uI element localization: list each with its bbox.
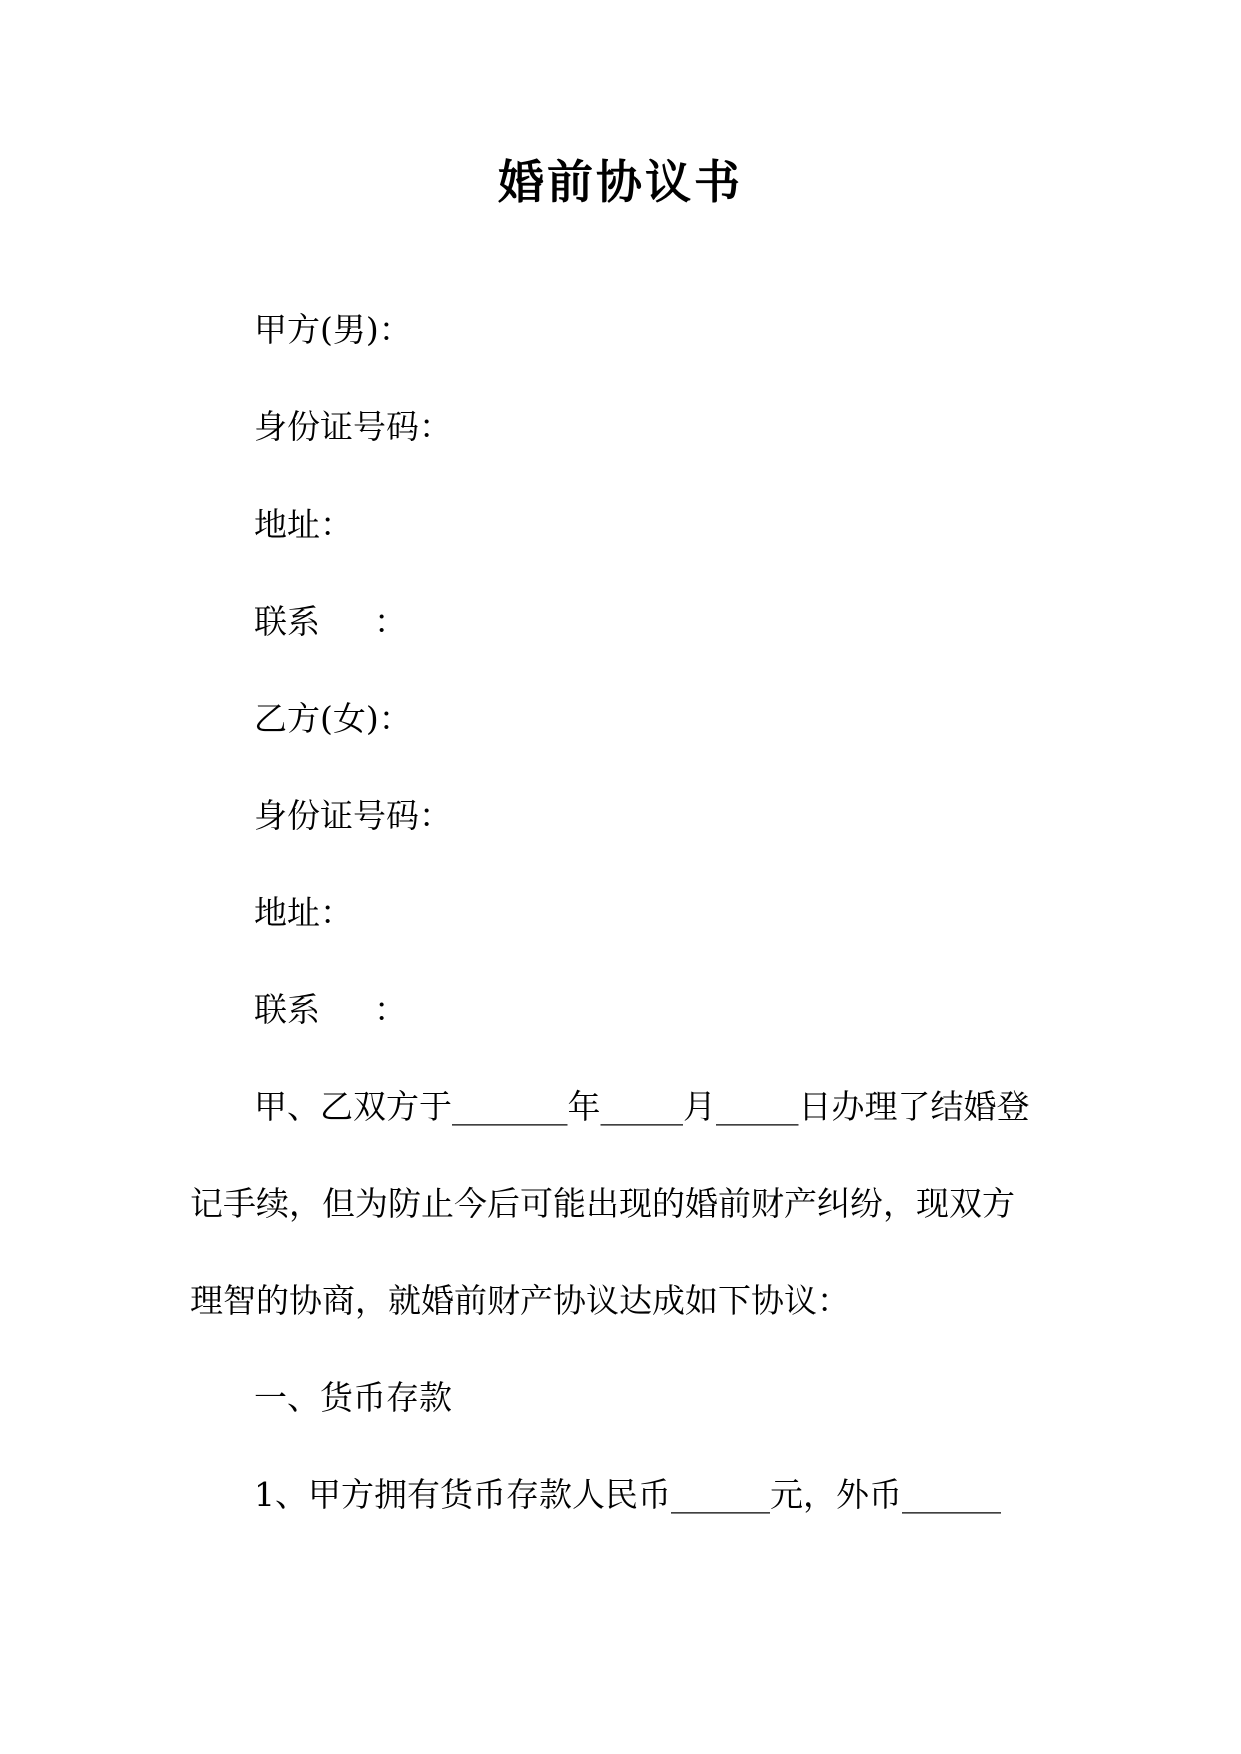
preamble-line-1: 甲、乙双方于_______年_____月_____日办理了结婚登 bbox=[254, 1087, 1030, 1126]
party-a-contact-row bbox=[254, 600, 407, 644]
preamble-line-2: 记手续，但为防止今后可能出现的婚前财产纠纷，现双方 bbox=[190, 1184, 1015, 1223]
party-a-id-label: 身份证号码： bbox=[254, 407, 452, 446]
document-title: 婚前协议书 bbox=[498, 155, 743, 209]
party-a-contact-colon: ： bbox=[374, 602, 407, 641]
section-1-item-1: 1、甲方拥有货币存款人民币______元，外币______ bbox=[254, 1475, 1001, 1514]
party-b-id-label: 身份证号码： bbox=[254, 796, 452, 835]
party-b-label: 乙方(女)： bbox=[254, 699, 412, 738]
party-b-contact-colon: ： bbox=[374, 990, 407, 1029]
party-a-contact-label: 联系 bbox=[254, 602, 320, 641]
party-b-contact-row bbox=[254, 988, 407, 1032]
party-a-label: 甲方(男)： bbox=[254, 310, 412, 349]
party-b-address-label: 地址： bbox=[254, 893, 353, 932]
party-b-contact-label: 联系 bbox=[254, 990, 320, 1029]
party-a-address-label: 地址： bbox=[254, 505, 353, 544]
section-1-heading: 一、货币存款 bbox=[254, 1378, 452, 1417]
preamble-line-3: 理智的协商，就婚前财产协议达成如下协议： bbox=[190, 1281, 850, 1320]
